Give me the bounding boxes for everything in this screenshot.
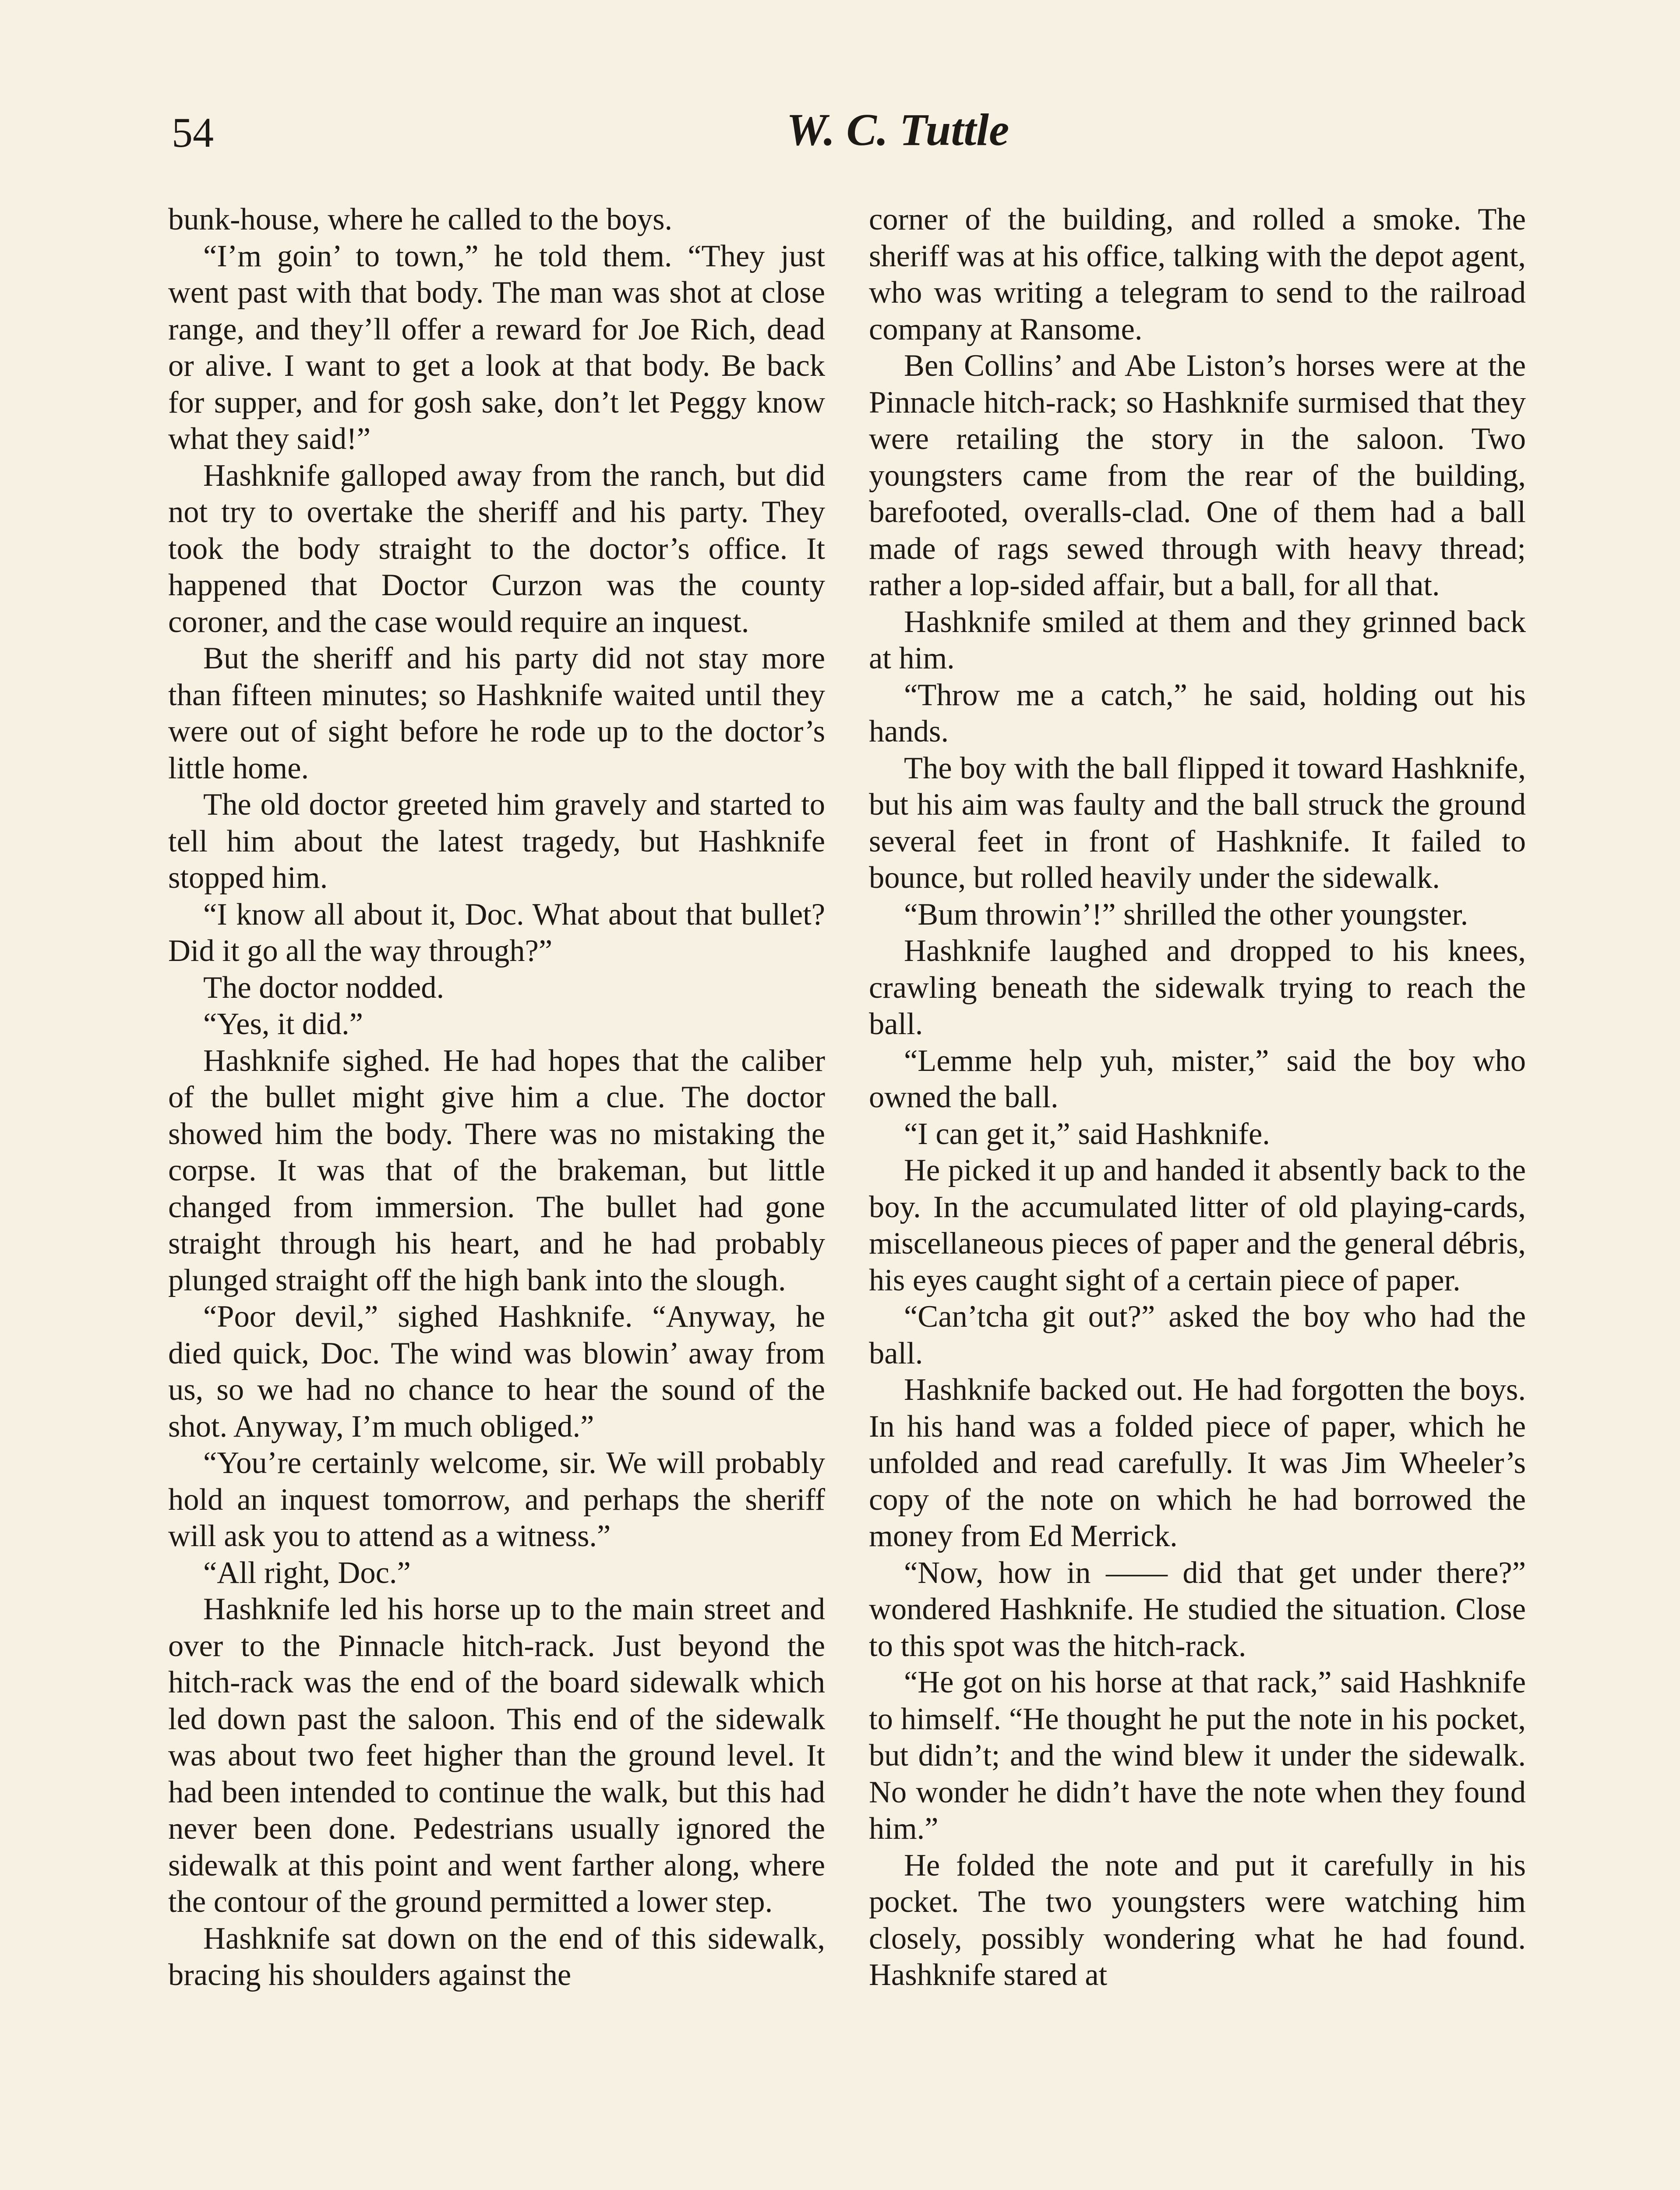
paragraph: corner of the building, and rolled a smoke. The sheriff was at his office, talking with the depot agent, who was writing a telegram to send to the railroad company at Ransome.	[869, 202, 1526, 346]
paragraph: But the sheriff and his party did not stay more than fifteen minutes; so Hashknife waited until they were out of sight before he rode up to the doctor’s little home.	[168, 641, 825, 785]
paragraph: “Bum throwin’!” shrilled the other youngster.	[904, 897, 1468, 932]
paragraph: “Poor devil,” sighed Hashknife. “Anyway, he died quick, Doc. The wind was blowin’ away from us, so we had no chance to hear the sound of the shot. Anyway, I’m much obliged.”	[168, 1300, 825, 1444]
paragraph: The doctor nodded.	[203, 970, 445, 1005]
page-number: 54	[172, 109, 214, 156]
paragraph: “I’m goin’ to town,” he told them. “They just went past with that body. The man was shot at close range, and they’ll offer a reward for Joe Rich, dead or alive. I want to get a look at that body. Be back for supper, and for gosh sake, don’t let Peggy know what they said!”	[168, 239, 825, 456]
paragraph: Hashknife smiled at them and they grinned back at him.	[869, 604, 1526, 675]
paragraph: Hashknife backed out. He had forgotten the boys. In his hand was a folded piece of paper, which he unfolded and read carefully. It was Jim Wheeler’s copy of the note on which he had borrowed the money from Ed Merrick.	[869, 1373, 1526, 1553]
running-head-author: W. C. Tuttle	[786, 105, 1009, 155]
text-column-left	[168, 201, 825, 1994]
paragraph: The old doctor greeted him gravely and started to tell him about the latest tragedy, but Hashknife stopped him.	[168, 788, 825, 895]
paragraph: “Now, how in —— did that get under there?” wondered Hashknife. He studied the situation. Close to this spot was the hitch-rack.	[869, 1555, 1526, 1663]
paragraph: Hashknife galloped away from the ranch, but did not try to overtake the sheriff and his party. They took the body straight to the doctor’s office. It happened that Doctor Curzon was the county coroner, and the case would require an inquest.	[168, 458, 825, 639]
paragraph: Ben Collins’ and Abe Liston’s horses were at the Pinnacle hitch-rack; so Hashknife surmised that they were retailing the story in the saloon. Two youngsters came from the rear of the building, barefooted, overalls-clad. One of them had a ball made of rags sewed through with heavy thread; rather a lop-sided affair, but a ball, for all that.	[869, 349, 1526, 602]
paragraph: “All right, Doc.”	[203, 1555, 411, 1590]
paragraph: The boy with the ball flipped it toward Hashknife, but his aim was faulty and the ball struck the ground several feet in front of Hashknife. It failed to bounce, but rolled heavily under the sidewalk.	[869, 751, 1526, 895]
paragraph: “Throw me a catch,” he said, holding out his hands.	[869, 678, 1526, 749]
paragraph: “I can get it,” said Hashknife.	[904, 1116, 1270, 1151]
paragraph: “You’re certainly welcome, sir. We will probably hold an inquest tomorrow, and perhaps the sheriff will ask you to attend as a witness.”	[168, 1446, 825, 1553]
paragraph: Hashknife led his horse up to the main street and over to the Pinnacle hitch-rack. Just beyond the hitch-rack was the end of the board sidewalk which led down past the saloon. This end of the sidewalk was about two feet higher than the ground level. It had been intended to continue the walk, but this had never been done. Pedestrians usually ignored the sidewalk at this point and went farther along, where the contour of the ground permitted a lower step.	[168, 1592, 825, 1919]
paragraph: Hashknife sighed. He had hopes that the caliber of the bullet might give him a clue. The doctor showed him the body. There was no mistaking the corpse. It was that of the brakeman, but little changed from immersion. The bullet had gone straight through his heart, and he had probably plunged straight off the high bank into the slough.	[168, 1043, 825, 1297]
paragraph: “Lemme help yuh, mister,” said the boy who owned the ball.	[869, 1043, 1526, 1114]
text-column-right	[869, 201, 1526, 1994]
paragraph: “Yes, it did.”	[203, 1007, 363, 1041]
paragraph: Hashknife laughed and dropped to his knees, crawling beneath the sidewalk trying to reach the ball.	[869, 934, 1526, 1041]
paragraph: He picked it up and handed it absently back to the boy. In the accumulated litter of old playing-cards, miscellaneous pieces of paper and the general débris, his eyes caught sight of a certain piece of paper.	[869, 1153, 1526, 1297]
paragraph: Hashknife sat down on the end of this sidewalk, bracing his shoulders against the	[168, 1921, 825, 1992]
paragraph: bunk-house, where he called to the boys.	[168, 202, 673, 237]
paragraph: “I know all about it, Doc. What about that bullet? Did it go all the way through?”	[168, 897, 825, 968]
paragraph: “Can’tcha git out?” asked the boy who had the ball.	[869, 1300, 1526, 1371]
paragraph: He folded the note and put it carefully in his pocket. The two youngsters were watching him closely, possibly wondering what he had found. Hashknife stared at	[869, 1848, 1526, 1992]
paragraph: “He got on his horse at that rack,” said Hashknife to himself. “He thought he put the note in his pocket, but didn’t; and the wind blew it under the sidewalk. No wonder he didn’t have the note when they found him.”	[869, 1665, 1526, 1846]
